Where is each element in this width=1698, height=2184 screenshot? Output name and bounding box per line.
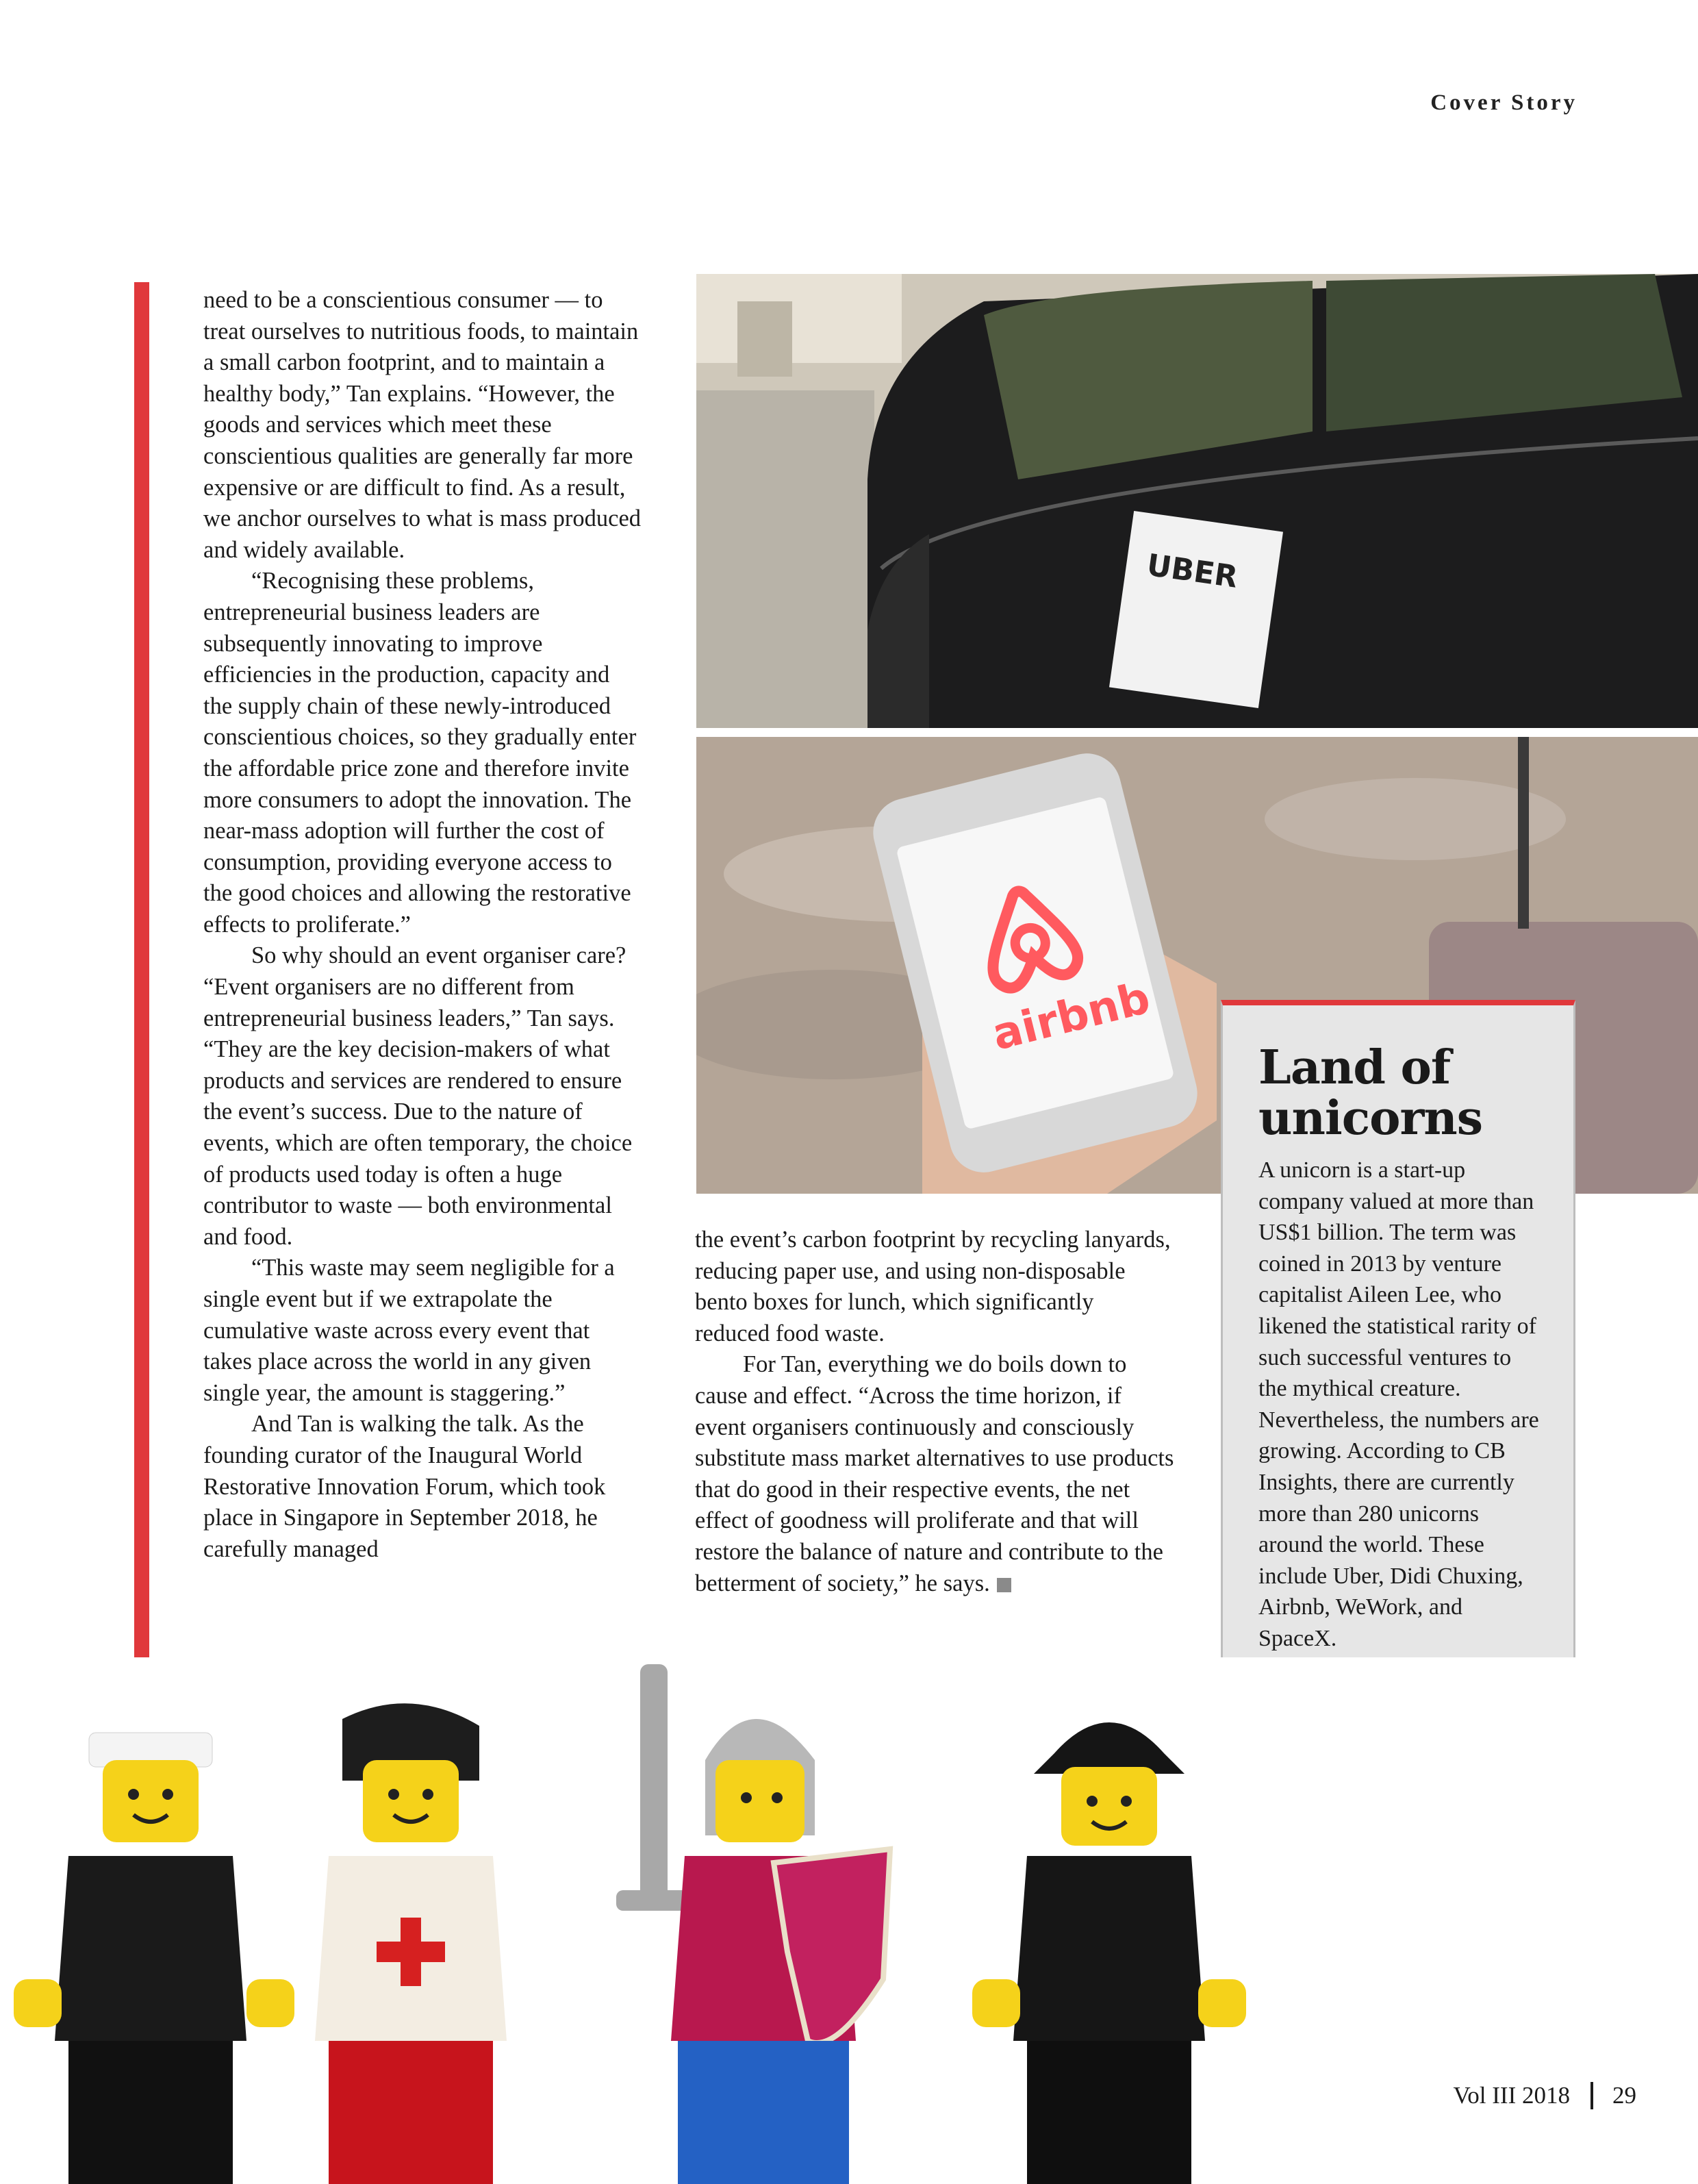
accent-bar bbox=[134, 282, 149, 1727]
page-footer bbox=[1454, 2082, 1636, 2109]
footer-divider bbox=[1591, 2082, 1593, 2109]
uber-car-illustration bbox=[696, 274, 1698, 728]
paragraph: “This waste may seem negligible for a single event but if we extrapolate the cumulative waste across every event that takes place across the world in any given single year, the amount is staggering.” bbox=[203, 1255, 615, 1406]
paragraph: And Tan is walking the talk. As the founding curator of the Inaugural World Restorative Innovation Forum, which took place in Singapore in September 2018, he carefully managed bbox=[203, 1411, 606, 1562]
uber-car-photo bbox=[696, 274, 1698, 728]
lego-figures-photo bbox=[0, 1657, 1698, 2184]
uber-sign-text: UBER bbox=[1144, 547, 1240, 595]
article-column-2 bbox=[695, 1225, 1174, 1599]
lego-nurse bbox=[315, 1703, 507, 2184]
sidebar-box bbox=[1221, 1000, 1575, 1733]
page-number: 29 bbox=[1612, 2082, 1636, 2109]
lego-figures-illustration bbox=[0, 1657, 1698, 2184]
paragraph: the event’s carbon footprint by recycling lanyards, reducing paper use, and using non-disposable bento boxes for lunch, which significantly reduced food waste. bbox=[695, 1227, 1171, 1346]
sidebar-body: A unicorn is a start-up company valued at more than US$1 billion. The term was coined in 2013 by venture capitalist Aileen Lee, who likened the statistical rarity of such successful ventures to the mythical creature. Nevertheless, the numbers are growing. According to CB Insights, there are currently more than 280 unicorns around the world. These include Uber, Didi Chuxing, Airbnb, WeWork, and SpaceX. bbox=[1258, 1157, 1539, 1651]
paragraph-text: For Tan, everything we do boils down to cause and effect. “Across the time horizon, if event organisers continuously and consciously substitute mass market alternatives to use products that do good in their respective events, the net effect of goodness will proliferate and that will restore the balance of nature and contribute to the betterment of society,” he says. bbox=[695, 1351, 1174, 1596]
end-mark bbox=[997, 1578, 1011, 1592]
paragraph: So why should an event organiser care? “Event organisers are no different from entrepreneurial business leaders,” Tan says. “They are the key decision-makers of what products and services are rendered to ensure the event’s success. Due to the nature of events, which are often temporary, the choice of products used today is often a huge contributor to waste — both environmental and food. bbox=[203, 942, 633, 1250]
issue-label: Vol III 2018 bbox=[1453, 2082, 1570, 2109]
paragraph: “Recognising these problems, entrepreneurial business leaders are subsequently innovating to improve efficiencies in the production, capacity and the supply chain of these newly-introduced conscientious choices, so they gradually enter the affordable price zone and therefore invite more consumers to adopt the innovation. The near-mass adoption will further the cost of consumption, providing everyone access to the good choices and allowing the restorative effects to proliferate.” bbox=[203, 568, 637, 938]
sidebar-title: Land of unicorns bbox=[1258, 1040, 1483, 1146]
article-column-1 bbox=[203, 285, 642, 1565]
airbnb-logo-text: airbnb bbox=[987, 972, 1155, 1061]
section-label: Cover Story bbox=[1430, 90, 1577, 115]
paragraph: need to be a conscientious consumer — to treat ourselves to nutritious foods, to maintain a small carbon footprint, and to maintain a healthy body,” Tan explains. “However, the goods and services which meet these conscientious qualities are generally far more expensive or are difficult to find. As a result, we anchor ourselves to what is mass produced and widely available. bbox=[203, 287, 642, 563]
paragraph-final bbox=[695, 1349, 1174, 1599]
